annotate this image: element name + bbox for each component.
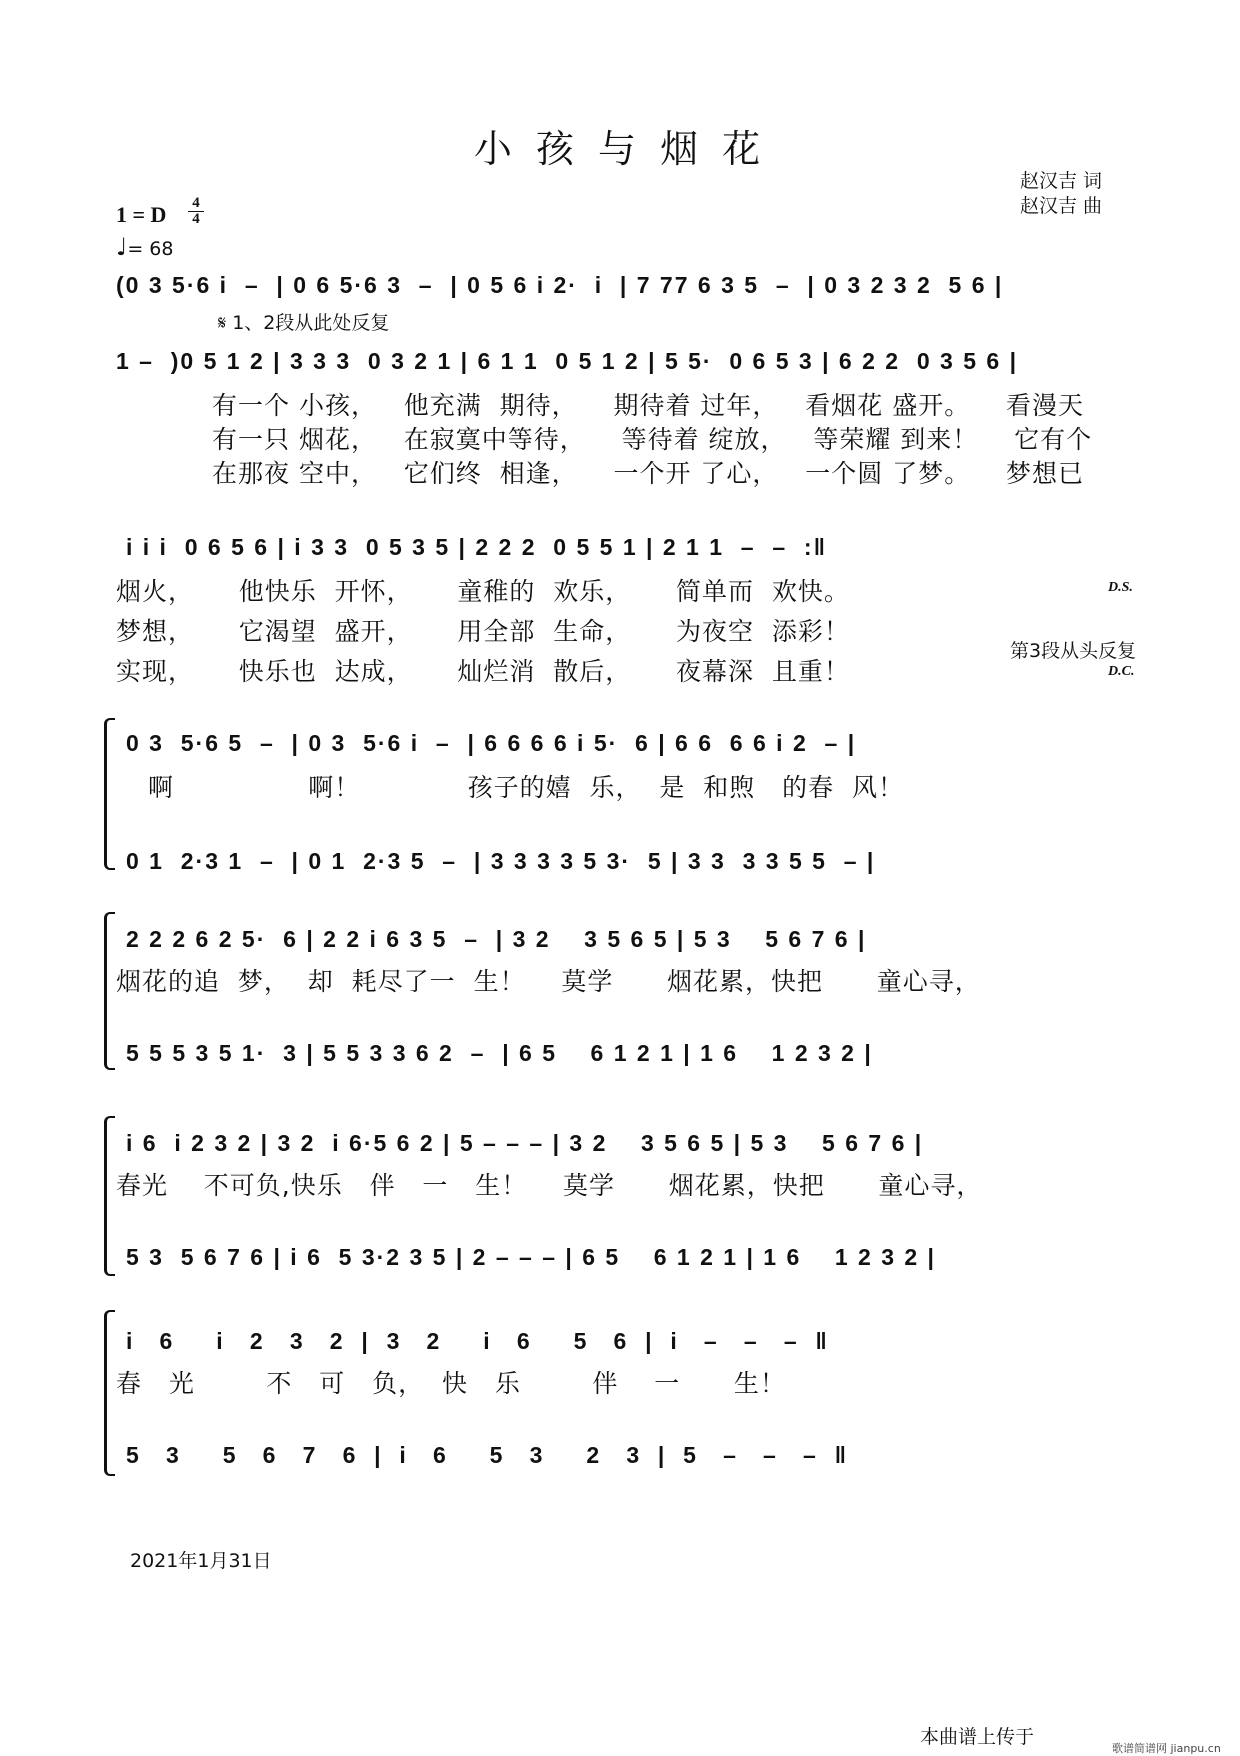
time-signature — [188, 196, 204, 227]
notation-row: i 6 i 2 3 2 | 3 2 i 6·5 6 2 | 5 – – – | 3 2 3 5 6 5 | 5 3 5 6 7 6 | — [126, 1130, 924, 1156]
lyricist-credit: 赵汉吉 词 — [1020, 170, 1103, 192]
tempo-mark — [116, 233, 173, 261]
notation-row: i 6 i 2 3 2 | 3 2 i 6 5 6 | i – – – ‖ — [126, 1328, 829, 1354]
system-brace — [104, 912, 115, 1070]
composer-credit: 赵汉吉 曲 — [1020, 195, 1103, 217]
system-brace — [104, 1116, 115, 1276]
ds-mark: D.S. — [1108, 580, 1133, 595]
notation-row: 5 3 5 6 7 6 | i 6 5 3·2 3 5 | 2 – – – | 6 5 6 1 2 1 | 1 6 1 2 3 2 | — [126, 1244, 936, 1270]
notation-row: 1 – )0 5 1 2 | 3 3 3 0 3 2 1 | 6 1 1 0 5 1 2 | 5 5· 0 6 5 3 | 6 2 2 0 3 5 6 | — [116, 348, 1018, 374]
notation-row: (0 3 5·6 i – | 0 6 5·6 3 – | 0 5 6 i 2· i | 7 77 6 3 5 – | 0 3 2 3 2 5 6 | — [116, 272, 1004, 298]
notation-row: 5 3 5 6 7 6 | i 6 5 3 2 3 | 5 – – – ‖ — [126, 1442, 849, 1468]
song-title: 小 孩 与 烟 花 — [473, 127, 767, 171]
lyric-line: 在那夜 空中， 它们终 相逢， 一个开 了心， 一个圆 了梦。 梦想已 — [212, 459, 1084, 488]
lyric-line: 有一个 小孩， 他充满 期待， 期待着 过年， 看烟花 盛开。 看漫天 — [212, 391, 1084, 420]
site-watermark: 歌谱简谱网 jianpu.cn — [1112, 1742, 1221, 1755]
lyric-line: 烟火， 他快乐 开怀， 童稚的 欢乐， 简单而 欢快。 — [116, 577, 850, 606]
lyric-line: 春 光 不 可 负， 快 乐 伴 一 生！ — [116, 1369, 786, 1398]
time-signature-bottom: 4 — [188, 211, 204, 227]
lyric-line: 实现， 快乐也 达成， 灿烂消 散后， 夜幕深 且重！ — [116, 657, 850, 686]
upload-footer: 本曲谱上传于 — [920, 1726, 1035, 1748]
tempo-value: = 68 — [127, 238, 174, 260]
notation-row: 0 1 2·3 1 – | 0 1 2·3 5 – | 3 3 3 3 5 3· 5 | 3 3 3 3 5 5 – | — [126, 848, 876, 874]
system-brace — [104, 1310, 115, 1476]
lyric-line: 梦想， 它渴望 盛开， 用全部 生命， 为夜空 添彩！ — [116, 617, 850, 646]
system-brace — [104, 718, 115, 870]
segno-marker: 𝄋 1、2段从此处反复 — [218, 312, 390, 334]
verse3-repeat-note: 第3段从头反复 — [1010, 640, 1137, 662]
notation-row: 0 3 5·6 5 – | 0 3 5·6 i – | 6 6 6 6 i 5· 6 | 6 6 6 6 i 2 – | — [126, 730, 857, 756]
quarter-note-icon: ♩ — [116, 233, 128, 261]
key-signature: 1 = D — [116, 202, 167, 227]
lyric-line: 烟花的追 梦， 却 耗尽了一 生！ 莫学 烟花累，快把 童心寻， — [116, 967, 981, 996]
lyric-line: 春光 不可负,快乐 伴 一 生！ 莫学 烟花累，快把 童心寻， — [116, 1171, 983, 1200]
time-signature-top: 4 — [192, 195, 200, 211]
dc-mark: D.C. — [1108, 664, 1135, 679]
lyric-line: 有一只 烟花， 在寂寞中等待， 等待着 绽放， 等荣耀 到来！ 它有个 — [212, 425, 1093, 454]
notation-row: i i i 0 6 5 6 | i 3 3 0 5 3 5 | 2 2 2 0 5 5 1 | 2 1 1 – – :‖ — [126, 534, 828, 560]
notation-row: 2 2 2 6 2 5· 6 | 2 2 i 6 3 5 – | 3 2 3 5 6 5 | 5 3 5 6 7 6 | — [126, 926, 867, 952]
lyric-line: 啊 啊！ 孩子的嬉 乐， 是 和煦 的春 风！ — [148, 773, 904, 802]
date-stamp: 2021年1月31日 — [130, 1550, 272, 1572]
notation-row: 5 5 5 3 5 1· 3 | 5 5 3 3 6 2 – | 6 5 6 1 2 1 | 1 6 1 2 3 2 | — [126, 1040, 873, 1066]
